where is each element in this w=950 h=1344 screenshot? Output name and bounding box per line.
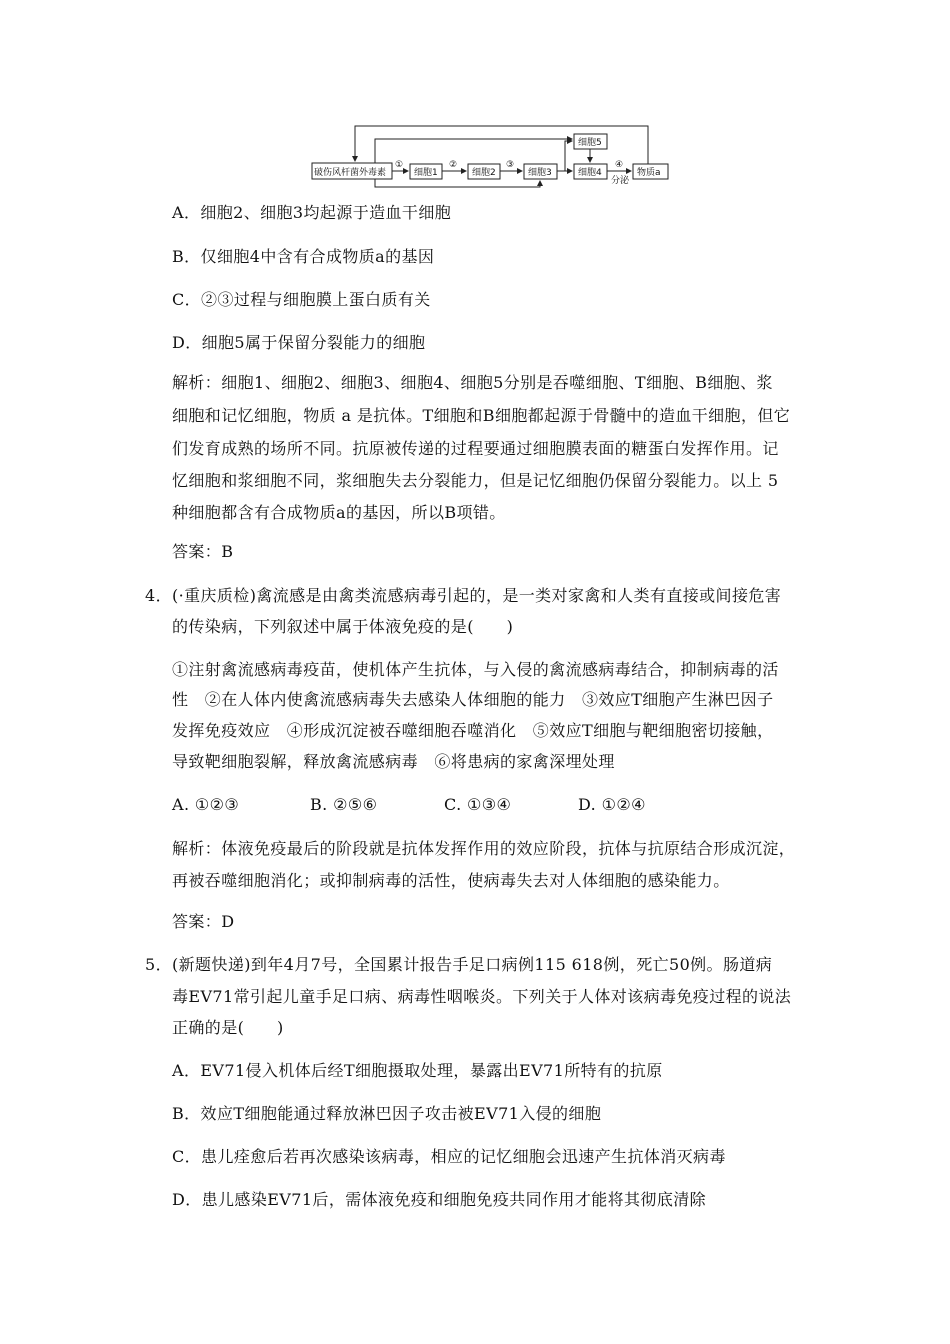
q4-stem-line: 的传染病，下列叙述中属于体液免疫的是( ) bbox=[172, 617, 514, 636]
q3-answer: 答案：B bbox=[172, 542, 234, 561]
cell3-label: 细胞3 bbox=[528, 168, 552, 178]
q3-analysis-line: 们发育成熟的场所不同。抗原被传递的过程要通过细胞膜表面的糖蛋白发挥作用。记 bbox=[172, 439, 779, 458]
cell5-label: 细胞5 bbox=[578, 138, 602, 148]
step3-label: ③ bbox=[506, 160, 515, 170]
q3-option-a: A．细胞2、细胞3均起源于造血干细胞 bbox=[172, 203, 452, 222]
q3-option-c: C．②③过程与细胞膜上蛋白质有关 bbox=[172, 290, 431, 309]
q3-option-b: B．仅细胞4中含有合成物质a的基因 bbox=[172, 247, 435, 266]
q5-stem-line: 正确的是( ) bbox=[172, 1018, 284, 1037]
q4-option-a: A. ①②③ bbox=[172, 795, 240, 814]
q4-option-c: C. ①③④ bbox=[444, 795, 512, 814]
cell1-label: 细胞1 bbox=[414, 168, 438, 178]
q4-answer: 答案：D bbox=[172, 912, 235, 931]
q3-analysis-line: 忆细胞和浆细胞不同，浆细胞失去分裂能力，但是记忆细胞仍保留分裂能力。以上 5 bbox=[172, 471, 779, 490]
q4-analysis-line: 再被吞噬细胞消化；或抑制病毒的活性，使病毒失去对人体细胞的感染能力。 bbox=[172, 871, 730, 890]
step4-label: ④ bbox=[615, 160, 624, 170]
q5-option-c: C．患儿痊愈后若再次感染该病毒，相应的记忆细胞会迅速产生抗体消灭病毒 bbox=[172, 1147, 726, 1166]
q4-stem-line: 4．(·重庆质检)禽流感是由禽类流感病毒引起的，是一类对家禽和人类有直接或间接危害 bbox=[145, 586, 782, 605]
q5-option-b: B．效应T细胞能通过释放淋巴因子攻击被EV71入侵的细胞 bbox=[172, 1104, 602, 1123]
q4-item-line: 导致靶细胞裂解，释放禽流感病毒 ⑥将患病的家禽深埋处理 bbox=[172, 752, 615, 771]
q4-option-d: D. ①②④ bbox=[578, 795, 646, 814]
q3-analysis-line: 细胞和记忆细胞，物质 a 是抗体。T细胞和B细胞都起源于骨髓中的造血干细胞，但它 bbox=[172, 406, 791, 425]
immune-process-diagram bbox=[0, 0, 950, 200]
q4-item-line: ①注射禽流感病毒疫苗，使机体产生抗体，与入侵的禽流感病毒结合，抑制病毒的活 bbox=[172, 660, 779, 679]
cell2-label: 细胞2 bbox=[472, 168, 496, 178]
q5-stem-line: 毒EV71常引起儿童手足口病、病毒性咽喉炎。下列关于人体对该病毒免疫过程的说法 bbox=[172, 987, 792, 1006]
q5-option-a: A．EV71侵入机体后经T细胞摄取处理，暴露出EV71所特有的抗原 bbox=[172, 1061, 663, 1080]
substance-label: 物质a bbox=[637, 168, 661, 178]
q3-analysis-line: 解析：细胞1、细胞2、细胞3、细胞4、细胞5分别是吞噬细胞、T细胞、B细胞、浆 bbox=[172, 373, 773, 392]
q4-item-line: 性 ②在人体内使禽流感病毒失去感染人体细胞的能力 ③效应T细胞产生淋巴因子 bbox=[172, 690, 774, 709]
q5-option-d: D．患儿感染EV71后，需体液免疫和细胞免疫共同作用才能将其彻底清除 bbox=[172, 1190, 707, 1209]
q5-stem-line: 5．(新题快递)到年4月7号，全国累计报告手足口病例115 618例，死亡50例。肠道病 bbox=[145, 955, 773, 974]
secrete-label: 分泌 bbox=[611, 176, 630, 186]
step2-label: ② bbox=[449, 160, 458, 170]
q3-analysis-line: 种细胞都含有合成物质a的基因，所以B项错。 bbox=[172, 503, 506, 522]
q4-option-b: B. ②⑤⑥ bbox=[310, 795, 378, 814]
q4-item-line: 发挥免疫效应 ④形成沉淀被吞噬细胞吞噬消化 ⑤效应T细胞与靶细胞密切接触， bbox=[172, 721, 774, 740]
step1-label: ① bbox=[395, 160, 404, 170]
q4-analysis-line: 解析：体液免疫最后的阶段就是抗体发挥作用的效应阶段，抗体与抗原结合形成沉淀， bbox=[172, 839, 796, 858]
q3-option-d: D．细胞5属于保留分裂能力的细胞 bbox=[172, 333, 426, 352]
toxin-label: 破伤风杆菌外毒素 bbox=[314, 168, 387, 178]
cell4-label: 细胞4 bbox=[578, 168, 602, 178]
